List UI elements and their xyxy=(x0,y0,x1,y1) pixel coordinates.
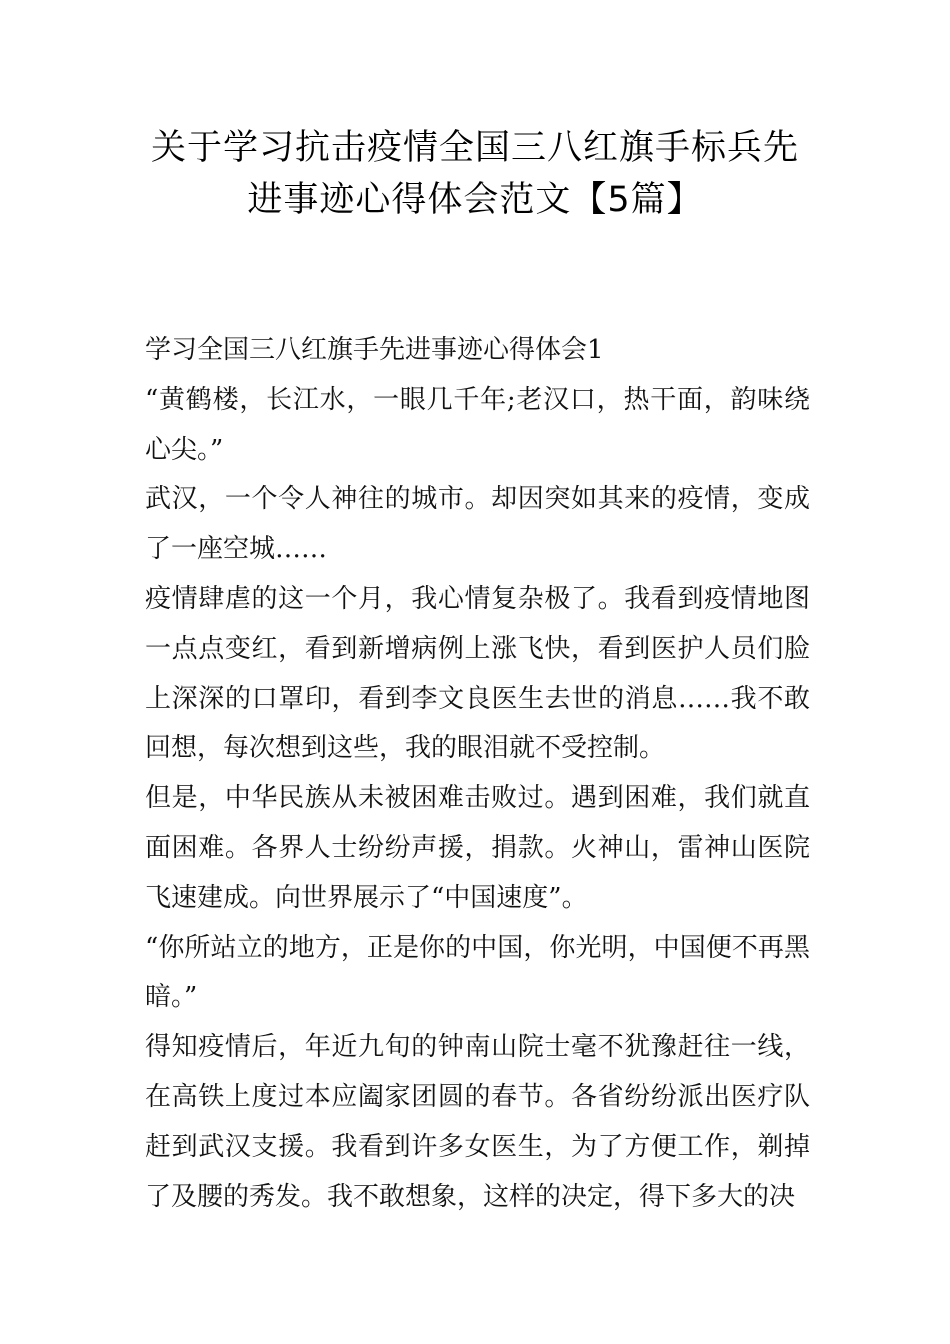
section-heading: 学习全国三八红旗手先进事迹心得体会1 xyxy=(145,335,604,365)
title-line-2: 进事迹心得体会范文【5篇】 xyxy=(247,180,703,220)
paragraph: “黄鹤楼，长江水，一眼几千年;老汉口，热干面，韵味绕心尖。” xyxy=(145,384,810,465)
paragraph: “你所站立的地方，正是你的中国，你光明，中国便不再黑暗。” xyxy=(145,932,810,1013)
paragraph: 得知疫情后，年近九旬的钟南山院士毫不犹豫赶往一线，在高铁上度过本应阖家团圆的春节。各省纷纷派出医疗队赶到武汉支援。我看到许多女医生，为了方便工作，剃掉了及腰的秀发。我不敢想象，这样的决定，得下多大的决 xyxy=(145,1032,810,1212)
paragraph: 武汉，一个令人神往的城市。却因突如其来的疫情，变成了一座空城…… xyxy=(145,484,810,565)
paragraph: 疫情肆虐的这一个月，我心情复杂极了。我看到疫情地图一点点变红，看到新增病例上涨飞快，看到医护人员们脸上深深的口罩印，看到李文良医生去世的消息……我不敢回想，每次想到这些，我的眼泪就不受控制。 xyxy=(145,583,810,764)
paragraph: 但是，中华民族从未被困难击败过。遇到困难，我们就直面困难。各界人士纷纷声援，捐款。火神山，雷神山医院飞速建成。向世界展示了“中国速度”。 xyxy=(145,783,810,913)
document-title xyxy=(100,122,850,226)
document-body xyxy=(145,326,810,1222)
title-line-1: 关于学习抗击疫情全国三八红旗手标兵先 xyxy=(150,128,799,168)
